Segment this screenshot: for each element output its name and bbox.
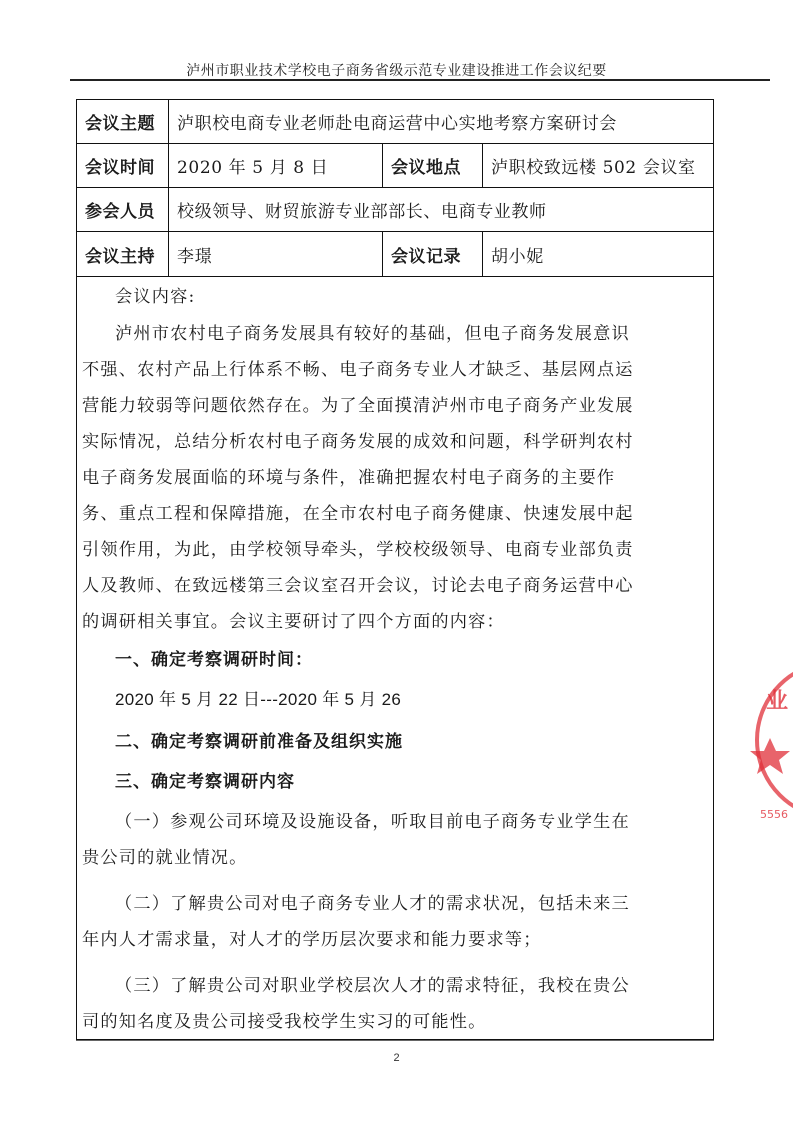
meeting-place-label: 会议地点 (383, 144, 483, 187)
attendees-label: 参会人员 (77, 188, 169, 231)
svg-text:5556: 5556 (760, 808, 788, 821)
paragraph-line: 人及教师、在致远楼第三会议室召开会议，讨论去电子商务运营中心 (82, 576, 634, 596)
item-line: 贵公司的就业情况。 (82, 848, 248, 868)
host-value: 李璟 (169, 232, 383, 276)
item-line: （二）了解贵公司对电子商务专业人才的需求状况，包括未来三 (115, 894, 630, 914)
page-number: 2 (393, 1052, 400, 1064)
header-divider (70, 79, 770, 81)
meeting-place-value: 泸职校致远楼 502 会议室 (491, 158, 696, 178)
meeting-time-value: 2020 年 5 月 8 日 (169, 144, 383, 187)
paragraph-line: 不强、农村产品上行体系不畅、电子商务专业人才缺乏、基层网点运 (82, 360, 634, 380)
recorder-label: 会议记录 (383, 232, 483, 276)
survey-date-range: 2020 年 5 月 22 日---2020 年 5 月 26 (115, 690, 402, 709)
section-heading-preparation: 二、确定考察调研前准备及组织实施 (115, 732, 403, 752)
document-header-title: 泸州市职业技术学校电子商务省级示范专业建设推进工作会议纪要 (186, 63, 607, 79)
item-line: （一）参观公司环境及设施设备，听取目前电子商务专业学生在 (115, 812, 630, 832)
official-seal-stamp (740, 650, 793, 830)
paragraph-line: 营能力较弱等问题依然存在。为了全面摸清泸州市电子商务产业发展 (82, 396, 634, 416)
paragraph-line: 实际情况，总结分析农村电子商务发展的成效和问题，科学研判农村 (82, 432, 634, 452)
section-heading-content: 三、确定考察调研内容 (115, 772, 295, 792)
row-meeting-time-place (77, 144, 713, 188)
content-intro-label: 会议内容: (115, 287, 196, 307)
paragraph-line: 电子商务发展面临的环境与条件，准确把握农村电子商务的主要作 (82, 468, 616, 488)
footer-divider (76, 1040, 714, 1041)
paragraph-line: 泸州市农村电子商务发展具有较好的基础，但电子商务发展意识 (115, 324, 630, 344)
meeting-theme-label: 会议主题 (77, 100, 169, 143)
meeting-time-label: 会议时间 (77, 144, 169, 187)
row-meeting-theme (77, 100, 713, 144)
paragraph-line: 引领作用，为此，由学校领导牵头，学校校级领导、电商专业部负责 (82, 540, 634, 560)
item-line: 司的知名度及贵公司接受我校学生实习的可能性。 (82, 1012, 487, 1032)
item-line: 年内人才需求量，对人才的学历层次要求和能力要求等； (82, 930, 542, 950)
attendees-value: 校级领导、财贸旅游专业部部长、电商专业教师 (177, 202, 547, 222)
section-heading-time: 一、确定考察调研时间： (115, 650, 313, 670)
meeting-minutes-table (76, 99, 714, 1040)
host-label: 会议主持 (77, 232, 169, 276)
paragraph-line: 的调研相关事宜。会议主要研讨了四个方面的内容： (82, 612, 505, 632)
recorder-value: 胡小妮 (491, 246, 544, 267)
row-attendees (77, 188, 713, 232)
row-host-recorder (77, 232, 713, 277)
meeting-theme-value: 泸职校电商专业老师赴电商运营中心实地考察方案研讨会 (177, 114, 617, 134)
item-line: （三）了解贵公司对职业学校层次人才的需求特征，我校在贵公 (115, 976, 630, 996)
paragraph-line: 务、重点工程和保障措施，在全市农村电子商务健康、快速发展中起 (82, 504, 634, 524)
svg-text:业: 业 (766, 689, 789, 714)
